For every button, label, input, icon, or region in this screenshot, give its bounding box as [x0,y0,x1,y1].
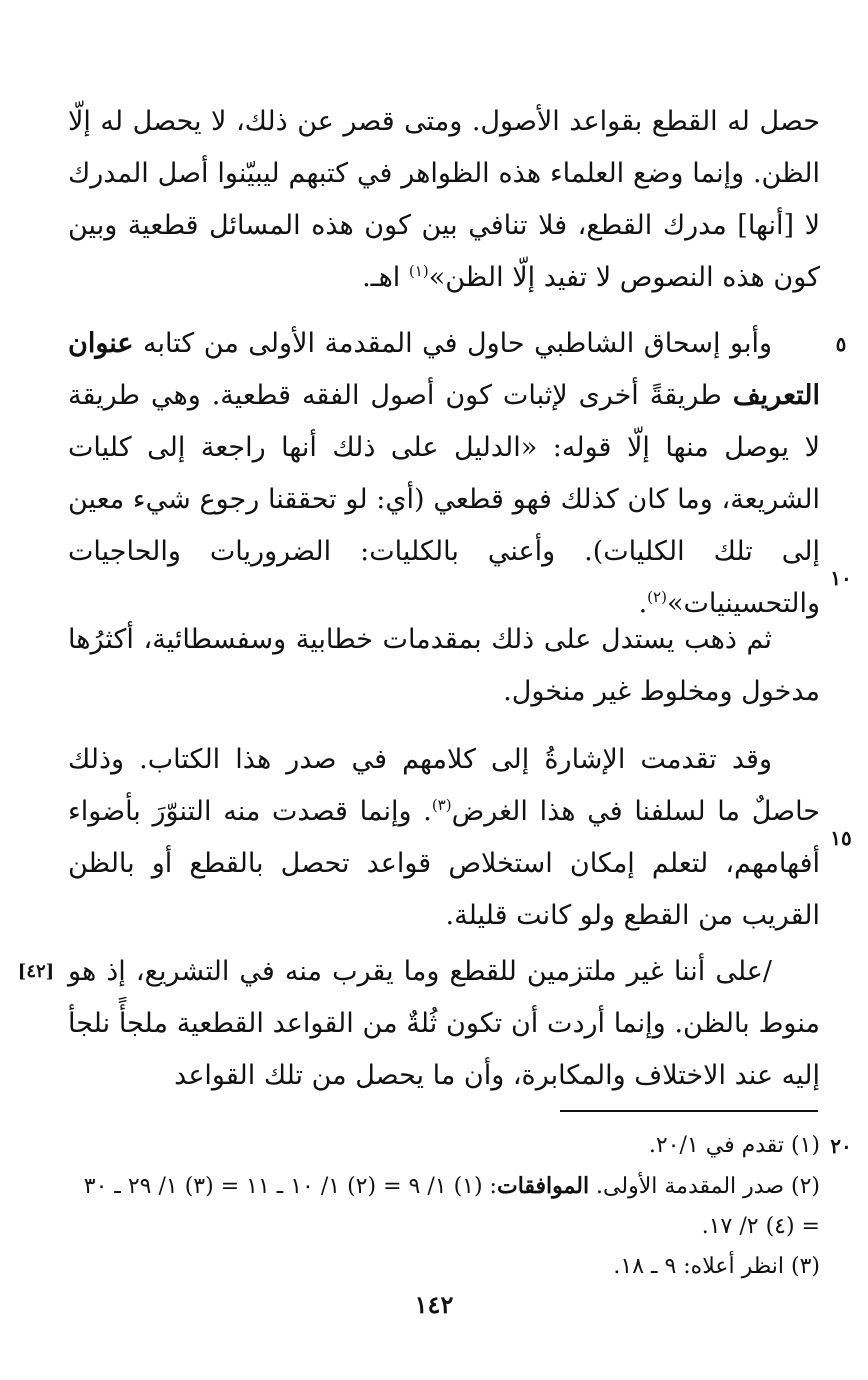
footnote-ref-2: (٢) [647,588,667,606]
line-number-10: ١٠ [830,566,852,590]
footnote-3: (٣) انظر أعلاه: ٩ ـ ١٨. [613,1254,820,1279]
paragraph-2 [68,318,820,630]
paragraph-4-start: وقد تقدمت الإشارةُ إلى كلامهم في صدر هذا الكتاب. وذلك حاصلٌ ما لسلفنا في هذا الغرض [68,744,820,827]
paragraph-2-end: . [638,588,648,619]
footnote-ref-1: (١) [408,262,429,280]
footnote-2-start: (٢) صدر المقدمة الأولى. [589,1174,820,1199]
paragraph-5 [68,946,820,1102]
footnotes [68,1126,820,1287]
footnote-2-rest: : (١) ١/ ٩ = (٢) ١/ ١٠ ـ ١١ = (٣) ١/ ٢٩ ـ ٣٠ = (٤) ٢/ ١٧. [83,1174,820,1239]
footnote-1: (١) تقدم في ٢٠/١. [648,1133,820,1158]
paragraph-1-end: اهـ. [362,262,409,293]
line-number-5: ٥ [835,332,847,356]
paragraph-4 [68,734,820,942]
paragraph-3-text: ثم ذهب يستدل على ذلك بمقدمات خطابية وسفسطائية، أكثرُها مدخول ومخلوط غير منخول. [68,624,820,707]
paragraph-2-rest: طريقةً أخرى لإثبات كون أصول الفقه قطعية. وهي طريقة لا يوصل منها إلّا قوله: «الدليل على ذلك أنها راجعة إلى كليات الشريعة، وما كان كذلك فهو قطعي (أي: لو تحققنا رجوع شيء معين إلى تلك الكليات). وأعني بالكليات: الضروريات والحاجيات والتحسينيات» [68,380,820,619]
paragraph-4-rest: . وإنما قصدت منه التنوّرَ بأضواء أفهامهم، لتعلم إمكان استخلاص قواعد تحصل بالقطع أو بالظن القريب من القطع ولو كانت قليلة. [68,796,820,931]
footnote-2 [68,1166,820,1247]
footnote-separator [560,1110,818,1112]
book-title: عنوان التعريف [68,328,820,411]
line-number-15: ١٥ [830,826,852,850]
paragraph-2-start: وأبو إسحاق الشاطبي حاول في المقدمة الأولى من كتابه [133,328,772,359]
footnote-ref-3: (٣) [431,796,452,814]
line-number-20: ٢٠ [830,1134,852,1158]
margin-page-reference: [٤٢] [17,961,55,982]
paragraph-1 [68,96,820,304]
paragraph-1-text: حصل له القطع بقواعد الأصول. ومتى قصر عن ذلك، لا يحصل له إلّا الظن. وإنما وضع العلماء هذه الظواهر في كتبهم ليبيّنوا أصل المدرك لا [أنها] مدرك القطع، فلا تنافي بين كون هذه المسائل قطعية وبين كون هذه النصوص لا تفيد إلّا الظن» [68,106,820,293]
paragraph-5-text: /على أننا غير ملتزمين للقطع وما يقرب منه في التشريع، إذ هو منوط بالظن. وإنما أردت أن تكون ثُلةٌ من القواعد القطعية ملجأً نلجأ إليه عند الاختلاف والمكابرة، وأن ما يحصل من تلك القواعد [68,956,820,1091]
page-number: ١٤٢ [414,1290,454,1319]
paragraph-3 [68,614,820,718]
footnote-2-book-title: الموافقات [496,1173,590,1199]
